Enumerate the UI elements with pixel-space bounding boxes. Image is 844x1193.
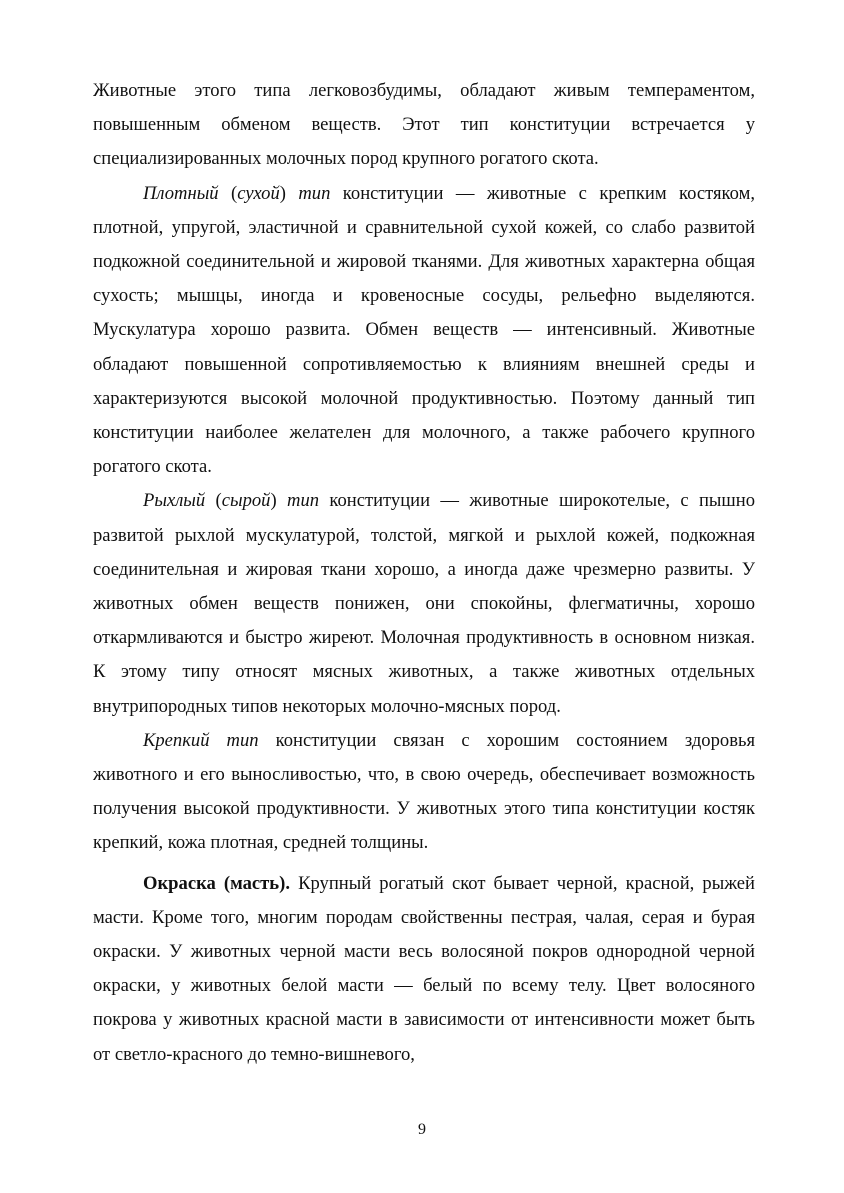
page-number: 9: [418, 1121, 426, 1138]
paragraph-3-text: конституции — животные широкотелые, с пышно развитой рыхлой мускулатурой, толстой, мягкой и рыхлой кожей, подкожная соединительная и жировая ткани хорошо, а иногда даже чрезмерно развиты. У животных обмен веществ понижен, они спокойны, флегматичны, хорошо откармливаются и быстро жиреют. Молочная продуктивность в основном низкая. К этому типу относят мясных животных, а также животных отдельных внутрипородных типов некоторых молочно-мясных пород.: [93, 490, 755, 717]
paragraph-3: [93, 484, 755, 723]
paragraph-1-text: Животные этого типа легковозбудимы, обладают живым темпераментом, повышенным обменом веществ. Этот тип конституции встречается у специализированных молочных пород крупного рогатого скота.: [93, 80, 755, 170]
paragraph-2-text: конституции — животные с крепким костяком, плотной, упругой, эластичной и сравнительной сухой кожей, со слабо развитой подкожной соединительной и жировой тканями. Для животных характерна общая сухость; мышцы, иногда и кровеносные сосуды, рельефно выделяются. Мускулатура хорошо развита. Обмен веществ — интенсивный. Животные обладают повышенной сопротивляемостью к влияниям внешней среды и характеризуются высокой молочной продуктивностью. Поэтому данный тип конституции наиболее желателен для молочного, а также рабочего крупного рогатого скота.: [93, 182, 755, 478]
term-dry: сухой: [237, 182, 280, 204]
term-type: тип: [287, 490, 320, 512]
paragraph-5-text: Крупный рогатый скот бывает черной, красной, рыжей масти. Кроме того, многим породам свойственны пестрая, чалая, серая и бурая окраски. У животных черной масти весь волосяной покров однородной черной окраски, у животных белой масти — белый по всему телу. Цвет волосяного покрова у животных красной масти в зависимости от интенсивности может быть от светло-красного до темно-вишневого,: [93, 872, 755, 1065]
term-dense: Плотный: [143, 182, 219, 204]
paragraph-4-text: конституции связан с хорошим состоянием здоровья животного и его выносливостью, что, в свою очередь, обеспечивает возможность получения высокой продуктивности. У животных этого типа конституции костяк крепкий, кожа плотная, средней толщины.: [93, 729, 756, 854]
paren-open: (: [205, 490, 222, 512]
term-raw: сырой: [221, 490, 271, 512]
paragraph-5: [93, 867, 755, 1072]
section-heading-color: Окраска (масть).: [143, 872, 290, 894]
paragraph-2: [93, 177, 755, 485]
term-strong-type: Крепкий тип: [143, 729, 259, 751]
paragraph-4: [93, 724, 755, 861]
paren-open: (: [218, 182, 238, 204]
paren-close: ): [279, 182, 299, 204]
term-type: тип: [298, 182, 331, 204]
paragraph-1: [93, 74, 755, 177]
term-loose: Рыхлый: [143, 490, 206, 512]
paren-close: ): [270, 490, 288, 512]
page-body: [93, 74, 755, 1072]
